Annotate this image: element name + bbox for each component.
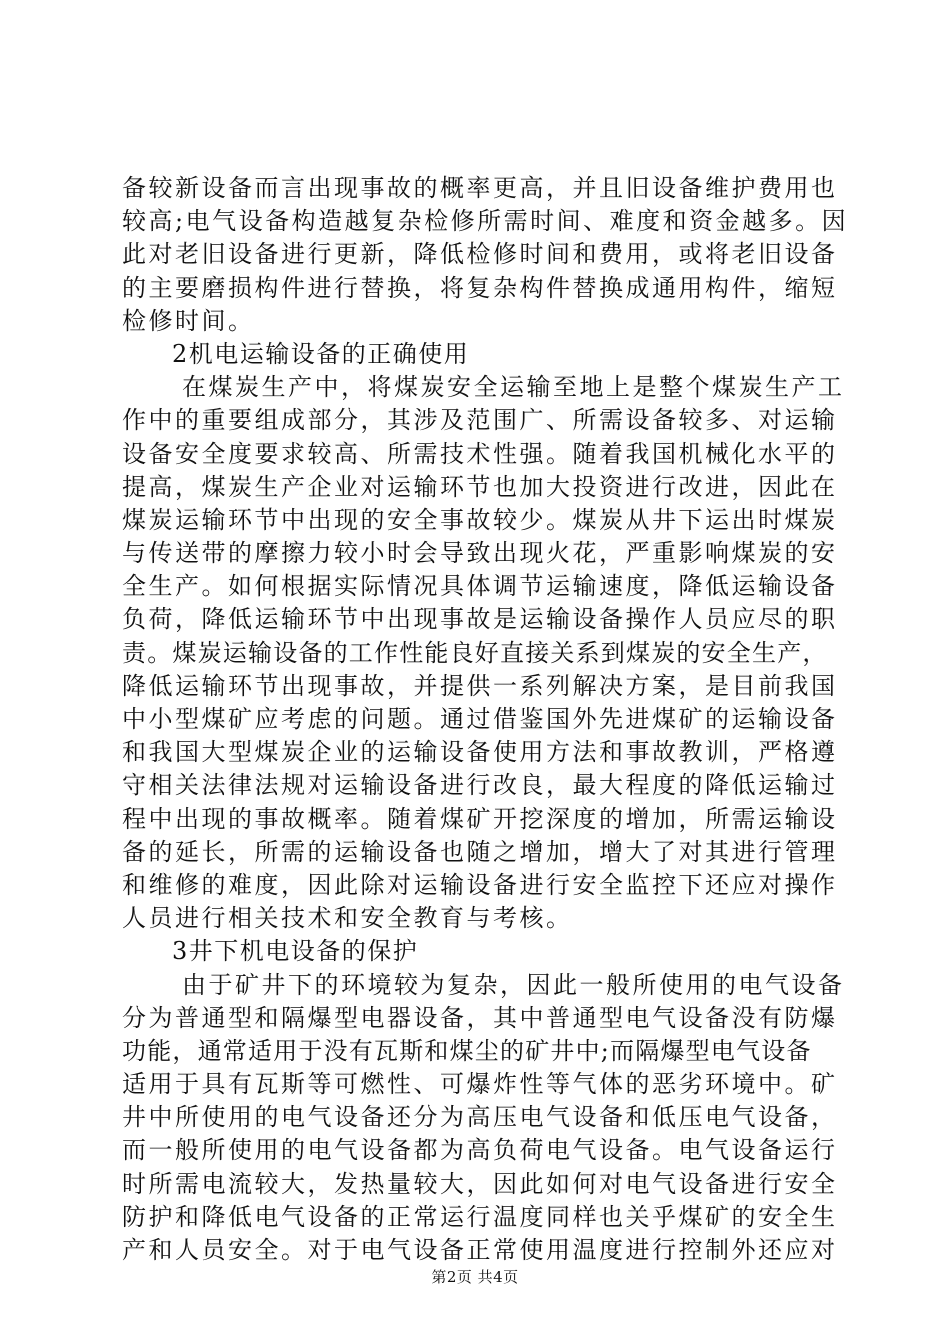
- text-line: 而一般所使用的电气设备都为高负荷电气设备。电气设备运行: [122, 1136, 838, 1165]
- text-line: 与传送带的摩擦力较小时会导致出现火花，严重影响煤炭的安: [122, 539, 838, 568]
- body-text: [122, 172, 849, 1267]
- text-line: 提高，煤炭生产企业对运输环节也加大投资进行改进，因此在: [122, 472, 838, 501]
- text-line: 由于矿井下的环境较为复杂，因此一般所使用的电气设备: [182, 970, 845, 999]
- text-line: 和维修的难度，因此除对运输设备进行安全监控下还应对操作: [122, 870, 838, 899]
- text-line: 责。煤炭运输设备的工作性能良好直接关系到煤炭的安全生产，: [122, 638, 828, 667]
- text-line: 备较新设备而言出现事故的概率更高，并且旧设备维护费用也: [122, 174, 838, 202]
- text-line: 在煤炭生产中，将煤炭安全运输至地上是整个煤炭生产工: [182, 373, 845, 402]
- text-line: 守相关法律法规对运输设备进行改良，最大程度的降低运输过: [122, 771, 838, 800]
- text-line: 程中出现的事故概率。随着煤矿开挖深度的增加，所需运输设: [122, 804, 838, 833]
- text-line: 防护和降低电气设备的正常运行温度同样也关乎煤矿的安全生: [122, 1202, 838, 1231]
- text-line: 适用于具有瓦斯等可燃性、可爆炸性等气体的恶劣环境中。矿: [122, 1070, 838, 1099]
- text-line: 功能，通常适用于没有瓦斯和煤尘的矿井中;而隔爆型电气设备: [122, 1036, 812, 1065]
- text-line: 分为普通型和隔爆型电器设备，其中普通型电气设备没有防爆: [122, 1003, 838, 1032]
- text-line: 较高;电气设备构造越复杂检修所需时间、难度和资金越多。因: [122, 207, 849, 236]
- text-line: 全生产。如何根据实际情况具体调节运输速度，降低运输设备: [122, 572, 838, 601]
- text-line: 检修时间。: [122, 306, 255, 335]
- text-line: 人员进行相关技术和安全教育与考核。: [122, 904, 573, 933]
- text-line: 中小型煤矿应考虑的问题。通过借鉴国外先进煤矿的运输设备: [122, 705, 838, 733]
- text-line: 设备安全度要求较高、所需技术性强。随着我国机械化水平的: [122, 439, 838, 468]
- text-line: 和我国大型煤炭企业的运输设备使用方法和事故教训，严格遵: [122, 738, 838, 767]
- text-line: 产和人员安全。对于电气设备正常使用温度进行控制外还应对: [122, 1236, 838, 1264]
- page-footer: 第2页 共4页: [431, 1268, 519, 1286]
- text-line: 备的延长，所需的运输设备也随之增加，增大了对其进行管理: [122, 837, 838, 866]
- section-heading: 2机电运输设备的正确使用: [172, 339, 470, 368]
- text-line: 煤炭运输环节中出现的安全事故较少。煤炭从井下运出时煤炭: [122, 505, 838, 534]
- text-line: 的主要磨损构件进行替换，将复杂构件替换成通用构件，缩短: [122, 273, 838, 302]
- text-line: 此对老旧设备进行更新，降低检修时间和费用，或将老旧设备: [122, 240, 838, 269]
- text-line: 作中的重要组成部分，其涉及范围广、所需设备较多、对运输: [122, 406, 838, 435]
- text-line: 负荷，降低运输环节中出现事故是运输设备操作人员应尽的职: [122, 605, 838, 634]
- section-heading: 3井下机电设备的保护: [172, 937, 419, 966]
- text-line: 时所需电流较大，发热量较大，因此如何对电气设备进行安全: [122, 1169, 838, 1198]
- text-line: 降低运输环节出现事故，并提供一系列解决方案，是目前我国: [122, 671, 838, 700]
- text-line: 井中所使用的电气设备还分为高压电气设备和低压电气设备，: [122, 1103, 838, 1132]
